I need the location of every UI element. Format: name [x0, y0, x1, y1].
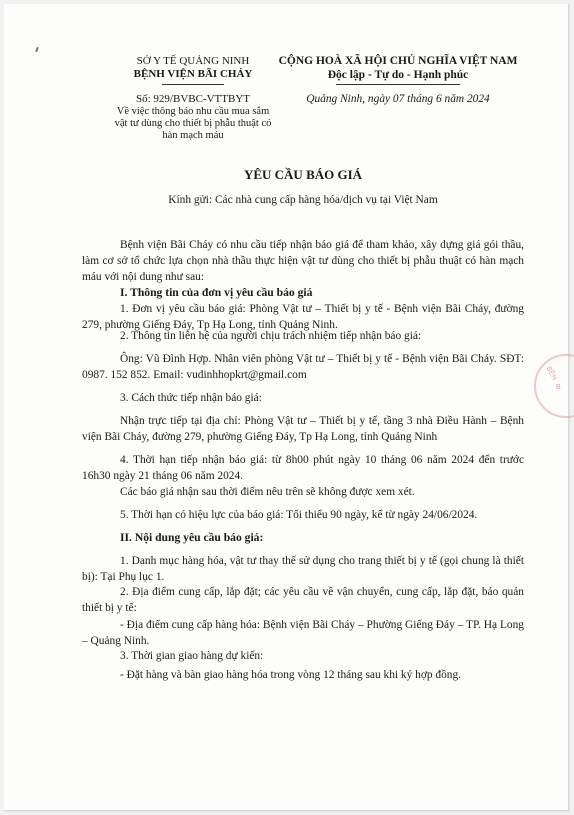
intro-paragraph: Bệnh viện Bãi Cháy có nhu cầu tiếp nhận báo giá để tham khảo, xây dựng giá gói thầu, làm cơ sở tổ chức lựa chọn nhà thầu thực hiện vật tư dùng cho thiết bị phẫu thuật có hàn mạch máu với nội dung như sau: — [82, 239, 524, 283]
subject-line-3: hàn mạch máu — [162, 130, 224, 141]
receiving-address: Nhận trực tiếp tại địa chỉ: Phòng Vật tư – Thiết bị y tế, tầng 3 nhà Điều Hành – Bệnh viện Bãi Cháy, đường 279, phường Giếng Đáy, Tp Hạ Long, tỉnh Quảng Ninh — [82, 415, 524, 443]
place-date: Quảng Ninh, ngày 07 tháng 6 năm 2024 — [306, 93, 490, 105]
motto-underline — [336, 84, 460, 85]
scan-mark — [35, 47, 39, 52]
section-1-item-1: 1. Đơn vị yêu cầu báo giá: Phòng Vật tư – Thiết bị y tế - Bệnh viện Bãi Cháy, đường 279, phường Giếng Đáy, Tp Hạ Long, tỉnh Quảng Ninh. — [82, 303, 524, 331]
document-page — [4, 4, 569, 811]
nation-name: CỘNG HOÀ XÃ HỘI CHỦ NGHĨA VIỆT NAM — [278, 55, 518, 67]
subject-line-2: vật tư dùng cho thiết bị phẫu thuật có — [114, 118, 272, 129]
ministry-name: SỞ Y TẾ QUẢNG NINH — [136, 55, 250, 67]
contact-info: Ông: Vũ Đình Hợp. Nhân viên phòng Vật tư – Thiết bị y tế - Bệnh viện Bãi Cháy. SĐT: 0987. 152 852. Email: vudinhhopkrt@gmail.com — [82, 353, 524, 381]
section-1-item-5: 5. Thời hạn có hiệu lực của báo giá: Tối thiểu 90 ngày, kể từ ngày 24/06/2024. — [120, 509, 478, 521]
hospital-stamp — [534, 354, 574, 418]
section-2-item-2: 2. Địa điểm cung cấp, lắp đặt; các yêu cầu về vận chuyển, cung cấp, lắp đặt, bảo quản thiết bị y tế: — [82, 586, 524, 614]
stamp-text-1: BỆN — [544, 365, 558, 382]
hospital-name: BỆNH VIỆN BÃI CHÁY — [133, 68, 253, 80]
hospital-underline — [162, 84, 224, 85]
recipient-line: Kính gửi: Các nhà cung cấp hàng hóa/dịch vụ tại Việt Nam — [168, 194, 438, 206]
stamp-text-2: B — [556, 384, 561, 391]
subject-line-1: Về việc thông báo nhu cầu mua sắm — [116, 106, 270, 117]
late-submission-note: Các báo giá nhận sau thời điểm nêu trên sẽ không được xem xét. — [120, 486, 415, 498]
national-motto: Độc lập - Tự do - Hạnh phúc — [327, 69, 469, 81]
document-number: Số: 929/BVBC-VTTBYT — [136, 93, 250, 105]
section-2-heading: II. Nội dung yêu cầu báo giá: — [120, 531, 264, 544]
document-title: YÊU CẦU BÁO GIÁ — [243, 167, 363, 182]
delivery-timeline: - Đặt hàng và bàn giao hàng hóa trong vòng 12 tháng sau khi ký hợp đồng. — [120, 669, 462, 681]
section-2-item-1: 1. Danh mục hàng hóa, vật tư thay thế sử dụng cho trang thiết bị y tế (gọi chung là thiết bị): Tại Phụ lục 1. — [82, 555, 524, 583]
section-1-item-3: 3. Cách thức tiếp nhận báo giá: — [120, 392, 262, 404]
section-1-item-4: 4. Thời hạn tiếp nhận báo giá: từ 8h00 phút ngày 10 tháng 06 năm 2024 đến trước 16h30 ngày 21 tháng 06 năm 2024. — [82, 454, 524, 482]
section-2-item-3: 3. Thời gian giao hàng dự kiến: — [120, 650, 264, 662]
section-1-item-2: 2. Thông tin liên hệ của người chịu trách nhiệm tiếp nhận báo giá: — [120, 330, 422, 342]
section-1-heading: I. Thông tin của đơn vị yêu cầu báo giá — [120, 286, 313, 299]
delivery-location: - Địa điểm cung cấp hàng hóa: Bệnh viện Bãi Cháy – Phường Giếng Đáy – TP. Hạ Long – Quảng Ninh. — [82, 619, 524, 647]
